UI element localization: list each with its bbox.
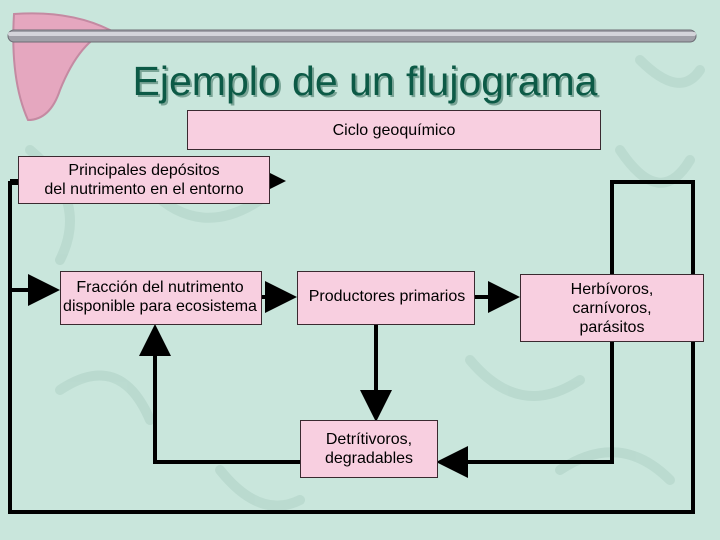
arrow-consumers-to-detritivores xyxy=(444,340,612,462)
node-cycle-label: Ciclo geoquímico xyxy=(332,121,456,139)
node-reservoirs-line-1: Principales depósitos xyxy=(68,162,220,179)
arrow-detritivores-to-available xyxy=(155,332,300,462)
node-consumers xyxy=(520,274,704,342)
node-reservoirs-line-2: del nutrimento en el entorno xyxy=(44,181,244,198)
node-cycle xyxy=(187,110,601,150)
node-reservoirs xyxy=(18,156,270,204)
node-detritivores xyxy=(300,420,438,478)
node-detritivores-line-1: Detrítivoros, xyxy=(325,431,413,448)
node-consumers-line-1: Herbívoros, xyxy=(570,280,654,298)
page-title: Ejemplo de un flujograma xyxy=(132,58,598,104)
node-detritivores-line-2: degradables xyxy=(324,450,414,467)
node-available-label xyxy=(30,278,290,316)
node-available-line-1: Fracción del nutrimento xyxy=(76,279,244,296)
node-consumers-line-3: parásitos xyxy=(579,318,645,336)
node-available-line-2: disponible para ecosistema xyxy=(63,298,257,315)
node-producers-label: Productores primarios xyxy=(308,288,466,305)
node-consumers-line-2: carnívoros, xyxy=(572,299,652,317)
